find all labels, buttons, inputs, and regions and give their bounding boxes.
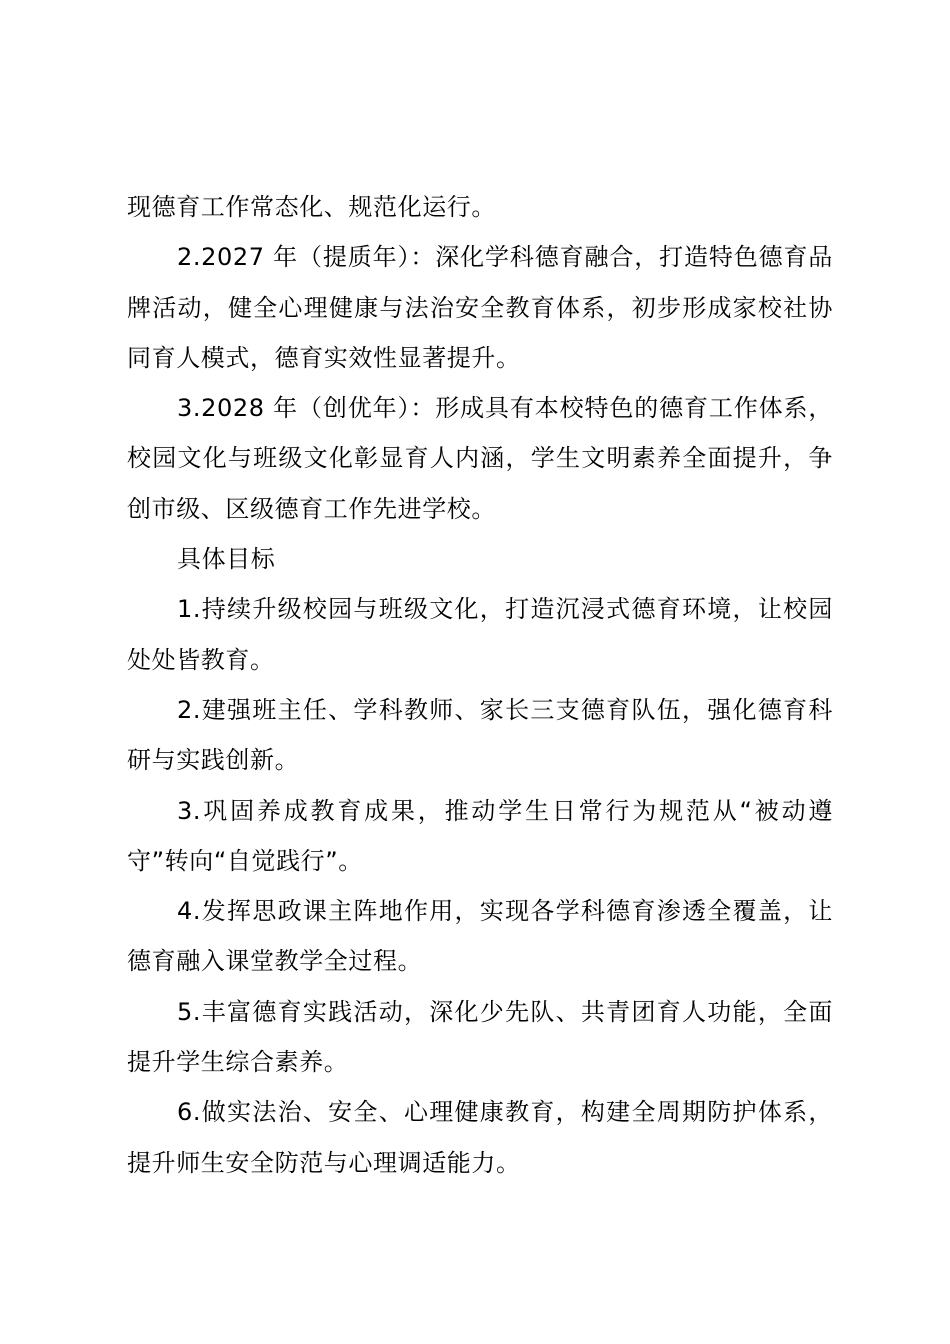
- paragraph-2028-goal: 3.2028 年（创优年）：形成具有本校特色的德育工作体系，校园文化与班级文化彰显育人内涵，学生文明素养全面提升，争创市级、区级德育工作先进学校。: [127, 394, 833, 523]
- paragraph-goal-1: 1.持续升级校园与班级文化，打造沉浸式德育环境，让校园处处皆教育。: [127, 595, 833, 674]
- document-body: [127, 182, 833, 1188]
- paragraph-goal-5: 5.丰富德育实践活动，深化少先队、共青团育人功能，全面提升学生综合素养。: [127, 997, 833, 1077]
- section-heading-specific-goals: 具体目标: [177, 545, 276, 574]
- paragraph-continuation: 现德育工作常态化、规范化运行。: [127, 193, 496, 221]
- paragraph-goal-3: 3.巩固养成教育成果，推动学生日常行为规范从“被动遵守”转向“自觉践行”。: [127, 796, 833, 875]
- paragraph-2027-goal: 2.2027 年（提质年）：深化学科德育融合，打造特色德育品牌活动，健全心理健康与法治安全教育体系，初步形成家校社协同育人模式，德育实效性显著提升。: [127, 243, 833, 372]
- paragraph-goal-6: 6.做实法治、安全、心理健康教育，构建全周期防护体系，提升师生安全防范与心理调适能力。: [127, 1098, 833, 1177]
- paragraph-goal-2: 2.建强班主任、学科教师、家长三支德育队伍，强化德育科研与实践创新。: [127, 695, 833, 775]
- paragraph-goal-4: 4.发挥思政课主阵地作用，实现各学科德育渗透全覆盖，让德育融入课堂教学全过程。: [127, 897, 833, 976]
